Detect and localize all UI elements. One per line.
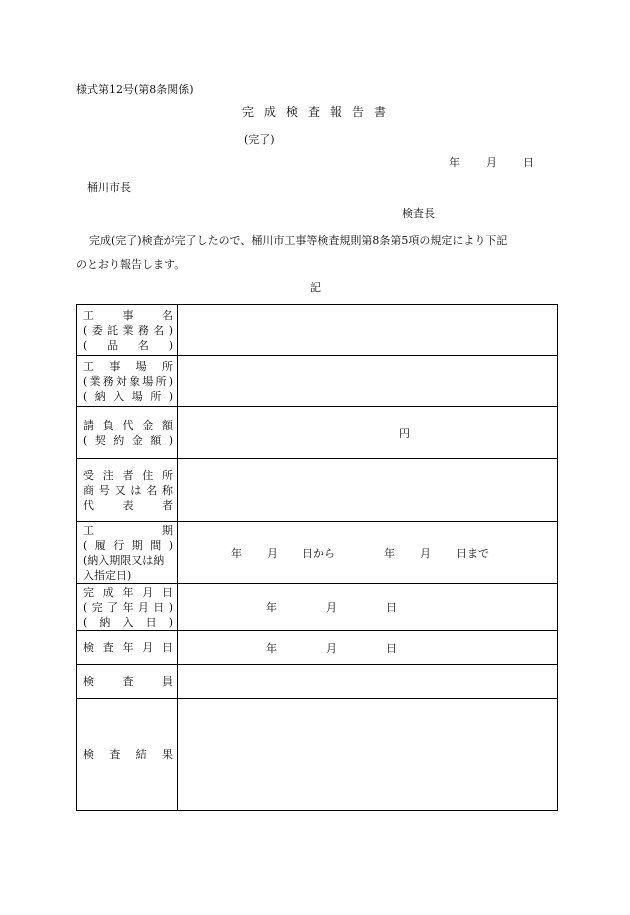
yen-unit: 円 bbox=[399, 426, 410, 440]
label-contractor: 受注者住所 商号又は名称 代表者 bbox=[77, 459, 178, 522]
label-inspection-result: 検査結果 bbox=[77, 699, 178, 811]
date-day-label: 日 bbox=[523, 156, 534, 169]
label-inspection-date: 検査年月日 bbox=[77, 631, 178, 665]
label-completion-date: 完成年月日 (完了年月日) (納入日) bbox=[77, 584, 178, 631]
table-row-inspection-result bbox=[77, 699, 558, 811]
date-month-label: 月 bbox=[486, 156, 497, 169]
document-subtitle: (完了) bbox=[244, 133, 275, 146]
addressee: 桶川市長 bbox=[87, 181, 131, 194]
body-text-line-1: 完成(完了)検査が完了したので、桶川市工事等検査規則第8条第5項の規定により下記 bbox=[89, 234, 508, 247]
table-row-completion-date bbox=[77, 584, 558, 631]
table-row-work-period bbox=[77, 522, 558, 584]
value-contract-amount[interactable] bbox=[178, 407, 558, 459]
table-row-contractor bbox=[77, 459, 558, 522]
label-work-period: 工期 (履行期間) (納入期限又は納 入指定日) bbox=[77, 522, 178, 584]
report-table bbox=[76, 304, 558, 811]
value-inspection-result[interactable] bbox=[178, 699, 558, 811]
table-row-inspection-date bbox=[77, 631, 558, 665]
table-row-inspector bbox=[77, 665, 558, 699]
label-contract-amount: 請負代金額 (契約金額) bbox=[77, 407, 178, 459]
label-work-location: 工事場所 (業務対象場所) (納入場所) bbox=[77, 356, 178, 407]
label-work-name: 工事名 (委託業務名) (品名) bbox=[77, 305, 178, 356]
value-inspection-date[interactable]: 年 月 日 bbox=[178, 631, 558, 665]
value-work-name[interactable] bbox=[178, 305, 558, 356]
body-text-line-2: のとおり報告します。 bbox=[76, 258, 186, 271]
label-inspector: 検査員 bbox=[77, 665, 178, 699]
value-contractor[interactable] bbox=[178, 459, 558, 522]
value-work-period[interactable]: 年 月 日から 年 月 日まで bbox=[178, 522, 558, 584]
table-row-contract-amount bbox=[77, 407, 558, 459]
table-row-work-name bbox=[77, 305, 558, 356]
value-inspector[interactable] bbox=[178, 665, 558, 699]
value-completion-date[interactable]: 年 月 日 bbox=[178, 584, 558, 631]
value-work-location[interactable] bbox=[178, 356, 558, 407]
signatory-title: 検査長 bbox=[402, 207, 435, 220]
date-year-label: 年 bbox=[449, 156, 460, 169]
form-number: 様式第12号(第8条関係) bbox=[76, 83, 194, 96]
table-row-work-location bbox=[77, 356, 558, 407]
ki-heading: 記 bbox=[310, 281, 321, 294]
document-title: 完成検査報告書 bbox=[242, 105, 397, 119]
